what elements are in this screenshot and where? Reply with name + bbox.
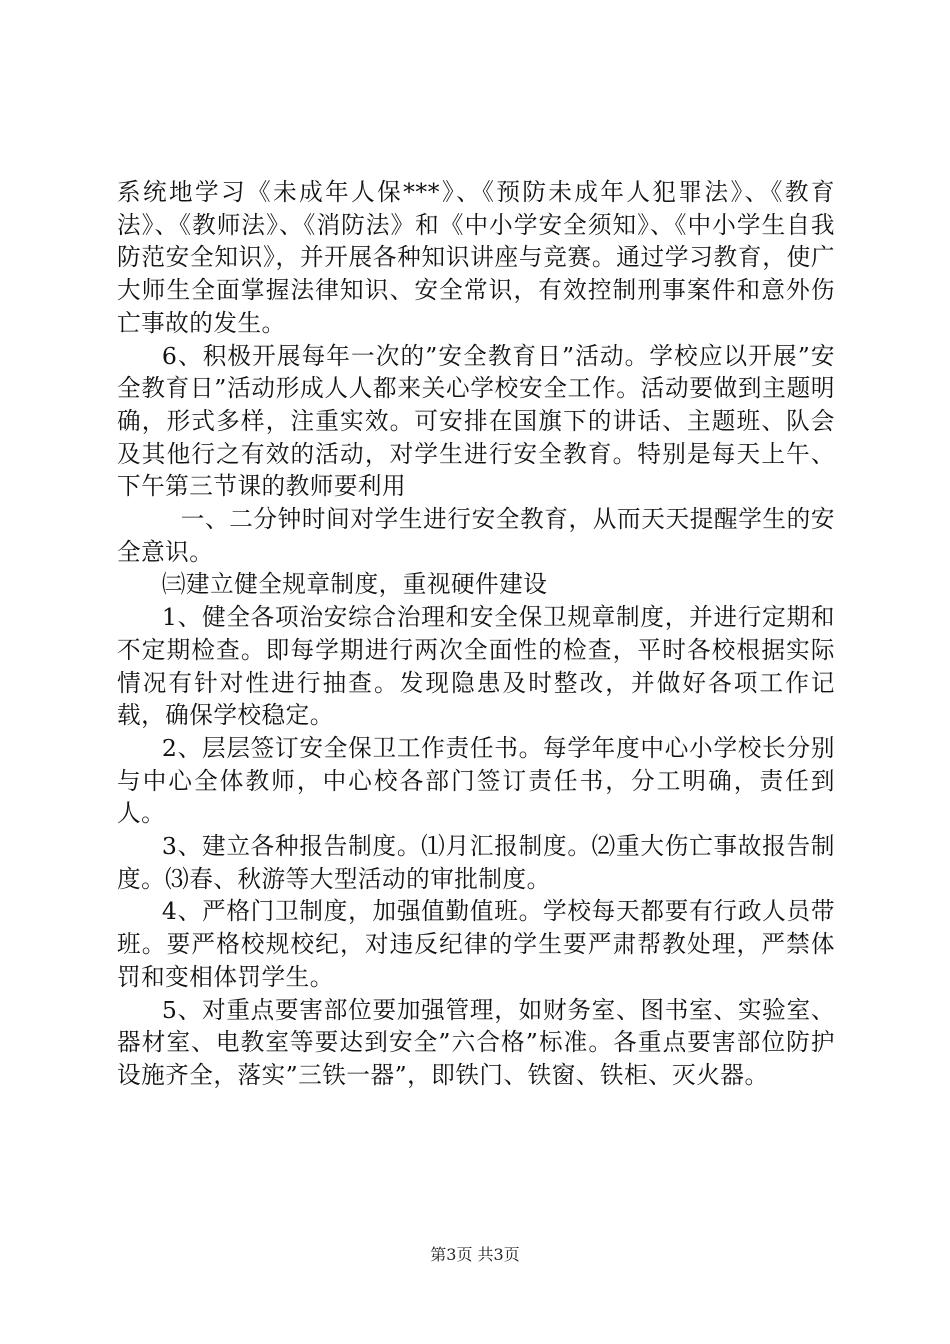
paragraph-daily-reminder: 一、二分钟时间对学生进行安全教育，从而天天提醒学生的安全意识。 xyxy=(117,505,835,566)
paragraph-inspection-rules: 1、健全各项治安综合治理和安全保卫规章制度，并进行定期和不定期检查。即每学期进行两次全面性的检查，平时各校根据实际情况有针对性进行抽查。发现隐患及时整改，并做好各项工作记载，确保学校稳定。 xyxy=(117,603,835,730)
paragraph-safety-education-day: 6、积极开展每年一次的”安全教育日”活动。学校应以开展”安全教育日”活动形成人人都来关心学校安全工作。活动要做到主题明确，形式多样，注重实效。可安排在国旗下的讲话、主题班、队会及其他行之有效的活动，对学生进行安全教育。特别是每天上午、下午第三节课的教师要利用 xyxy=(117,341,835,501)
section-heading-regulations: ㈢建立健全规章制度，重视硬件建设 xyxy=(161,570,548,599)
paragraph-responsibility-letter: 2、层层签订安全保卫工作责任书。每学年度中心小学校长分别与中心全体教师，中心校各部门签订责任书，分工明确，责任到人。 xyxy=(117,733,835,828)
document-body xyxy=(117,176,835,1092)
paragraph-key-areas: 5、对重点要害部位要加强管理，如财务室、图书室、实验室、器材室、电教室等要达到安全”六合格”标准。各重点要害部位防护设施齐全，落实”三铁一器”，即铁门、铁窗、铁柜、灭火器。 xyxy=(117,995,835,1089)
paragraph-law-study: 系统地学习《未成年人保***》、《预防未成年人犯罪法》、《教育法》、《教师法》、《消防法》和《中小学安全须知》、《中小学生自我防范安全知识》，并开展各种知识讲座与竞赛。通过学习教育，使广大师生全面掌握法律知识、安全常识，有效控制刑事案件和意外伤亡事故的发生。 xyxy=(117,178,835,337)
paragraph-guard-duty: 4、严格门卫制度，加强值勤值班。学校每天都要有行政人员带班。要严格校规校纪，对违反纪律的学生要严肃帮教处理，严禁体罚和变相体罚学生。 xyxy=(117,897,835,991)
paragraph-reporting-system: 3、建立各种报告制度。⑴月汇报制度。⑵重大伤亡事故报告制度。⑶春、秋游等大型活动的审批制度。 xyxy=(117,832,835,893)
page-footer: 第3页 共3页 xyxy=(430,1245,520,1264)
